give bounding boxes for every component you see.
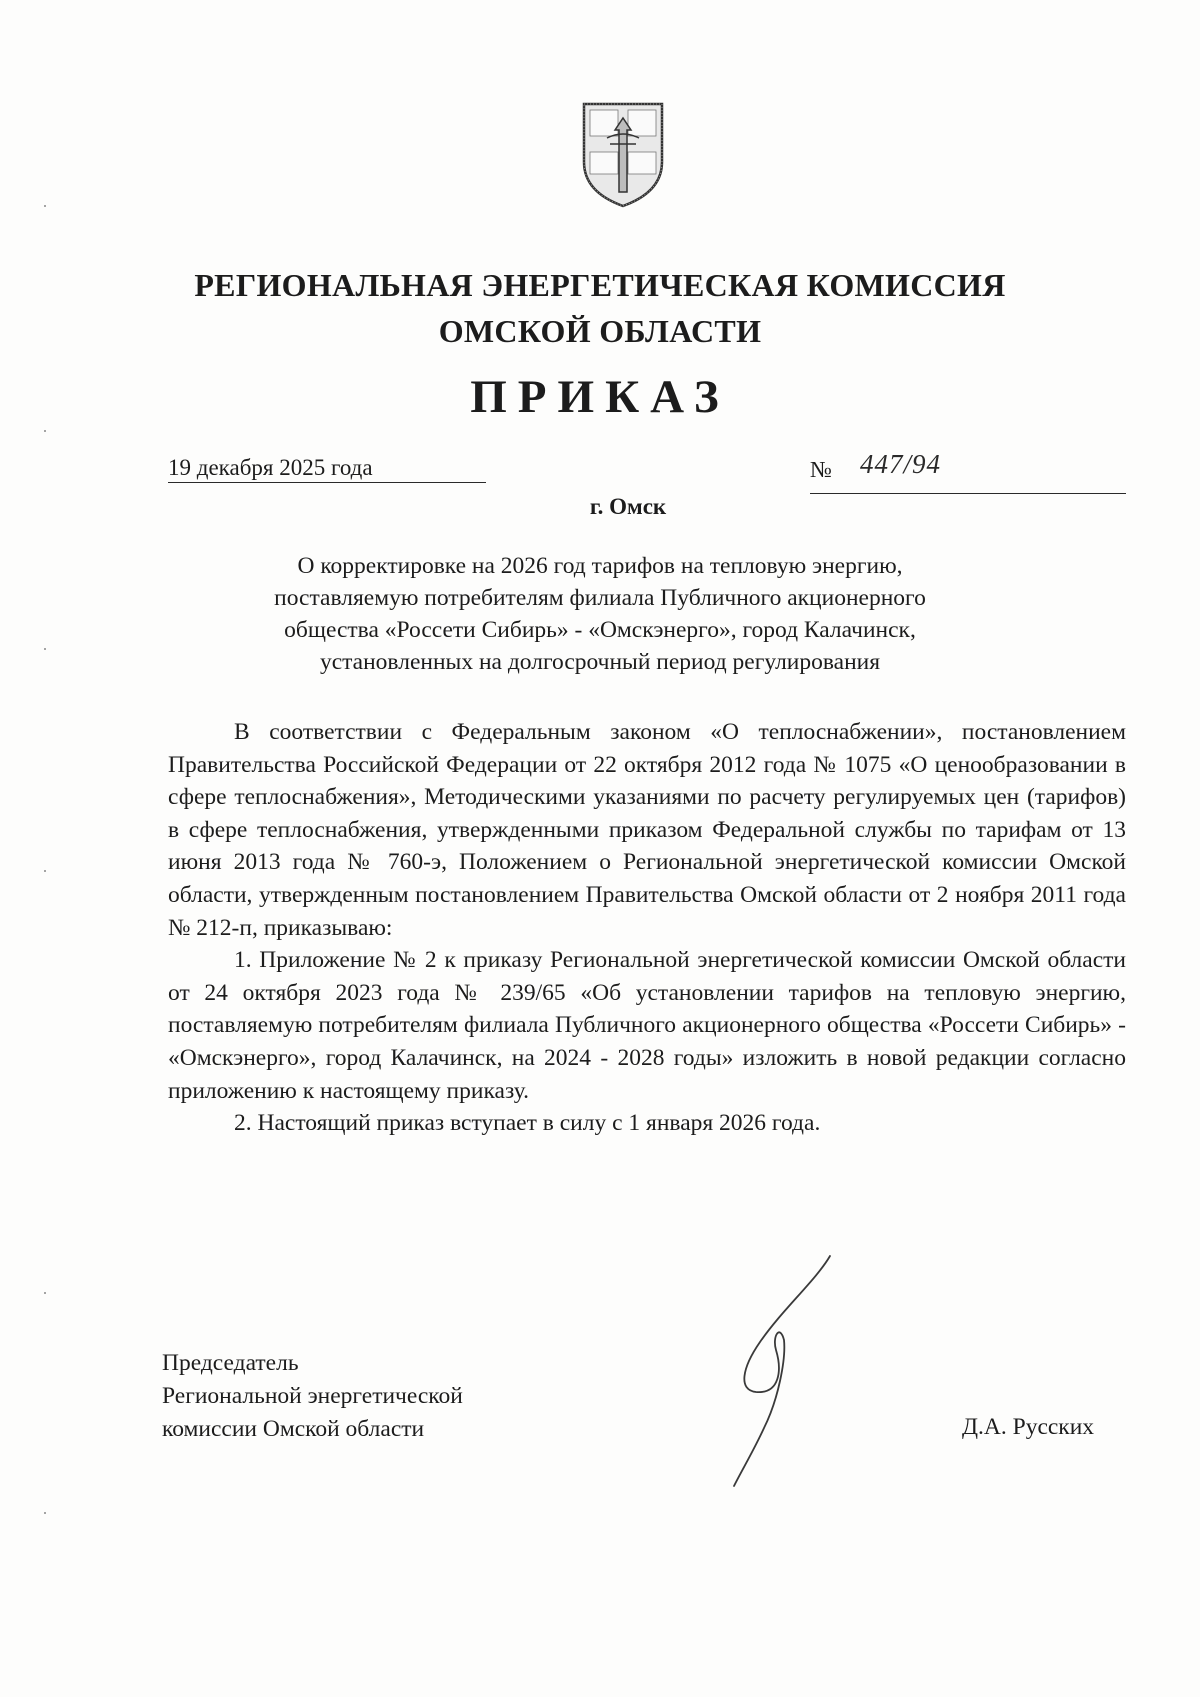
scan-mark [44,1292,46,1294]
signatory-title-line2: Региональной энергетической [162,1383,463,1409]
subject-line: поставляемую потребителям филиала Публичного акционерного [274,585,926,611]
signatory-title [162,1347,463,1446]
signatory-title-line1: Председатель [162,1350,299,1376]
subject-line: общества «Россети Сибирь» - «Омскэнерго», город Калачинск, [284,617,916,643]
order-item-2: 2. Настоящий приказ вступает в силу с 1 января 2026 года. [234,1110,821,1137]
organization-name-line1: РЕГИОНАЛЬНАЯ ЭНЕРГЕТИЧЕСКАЯ КОМИССИЯ [194,267,1006,303]
document-type-title: ПРИКАЗ [470,371,730,423]
document-city: г. Омск [589,494,667,519]
scan-mark [44,870,46,872]
scan-mark [44,648,46,650]
document-subject [0,550,1200,678]
signatory-name: Д.А. Русских [962,1414,1095,1440]
preamble-paragraph: В соответствии с Федеральным законом «О теплоснабжении», постановлением Правительства Российской Федерации от 22 октября 2012 года № 1075 «О ценообразовании в сфере теплоснабжения», Методическими указаниями по расчету регулируемых цен (тарифов) в сфере теплоснабжения, утвержденными приказом Федеральной службы по тарифам от 13 июня 2013 года № 760-э, Положением о Региональной энергетической комиссии Омской области, утвержденным постановлением Правительства Омской области от 2 ноября 2011 года № 212-п, приказываю: [168,719,1126,941]
signatory-title-line3: комиссии Омской области [162,1416,425,1442]
handwritten-signature [720,1250,850,1490]
order-item-1: 1. Приложение № 2 к приказу Региональной энергетической комиссии Омской области от 24 октября 2023 года № 239/65 «Об установлении тарифов на тепловую энергию, поставляемую потребителям филиала Публичного акционерного общества «Россети Сибирь» - «Омскэнерго», город Калачинск, на 2024 - 2028 годы» изложить в новой редакции согласно приложению к настоящему приказу. [168,947,1126,1104]
omsk-coat-of-arms-icon [580,100,666,210]
scan-mark [44,1512,46,1514]
document-number-field [810,451,1126,494]
subject-line: О корректировке на 2026 год тарифов на тепловую энергию, [297,553,903,579]
document-body [168,716,1126,1140]
organization-name-line2: ОМСКОЙ ОБЛАСТИ [438,313,762,349]
subject-line: установленных на долгосрочный период регулирования [319,649,881,675]
organization-name [0,262,1200,354]
document-number-handwritten: 447/94 [860,449,942,479]
scan-mark [44,205,46,207]
document-date: 19 декабря 2025 года [168,455,486,483]
scan-mark [44,430,46,432]
number-sign: № [810,457,832,482]
